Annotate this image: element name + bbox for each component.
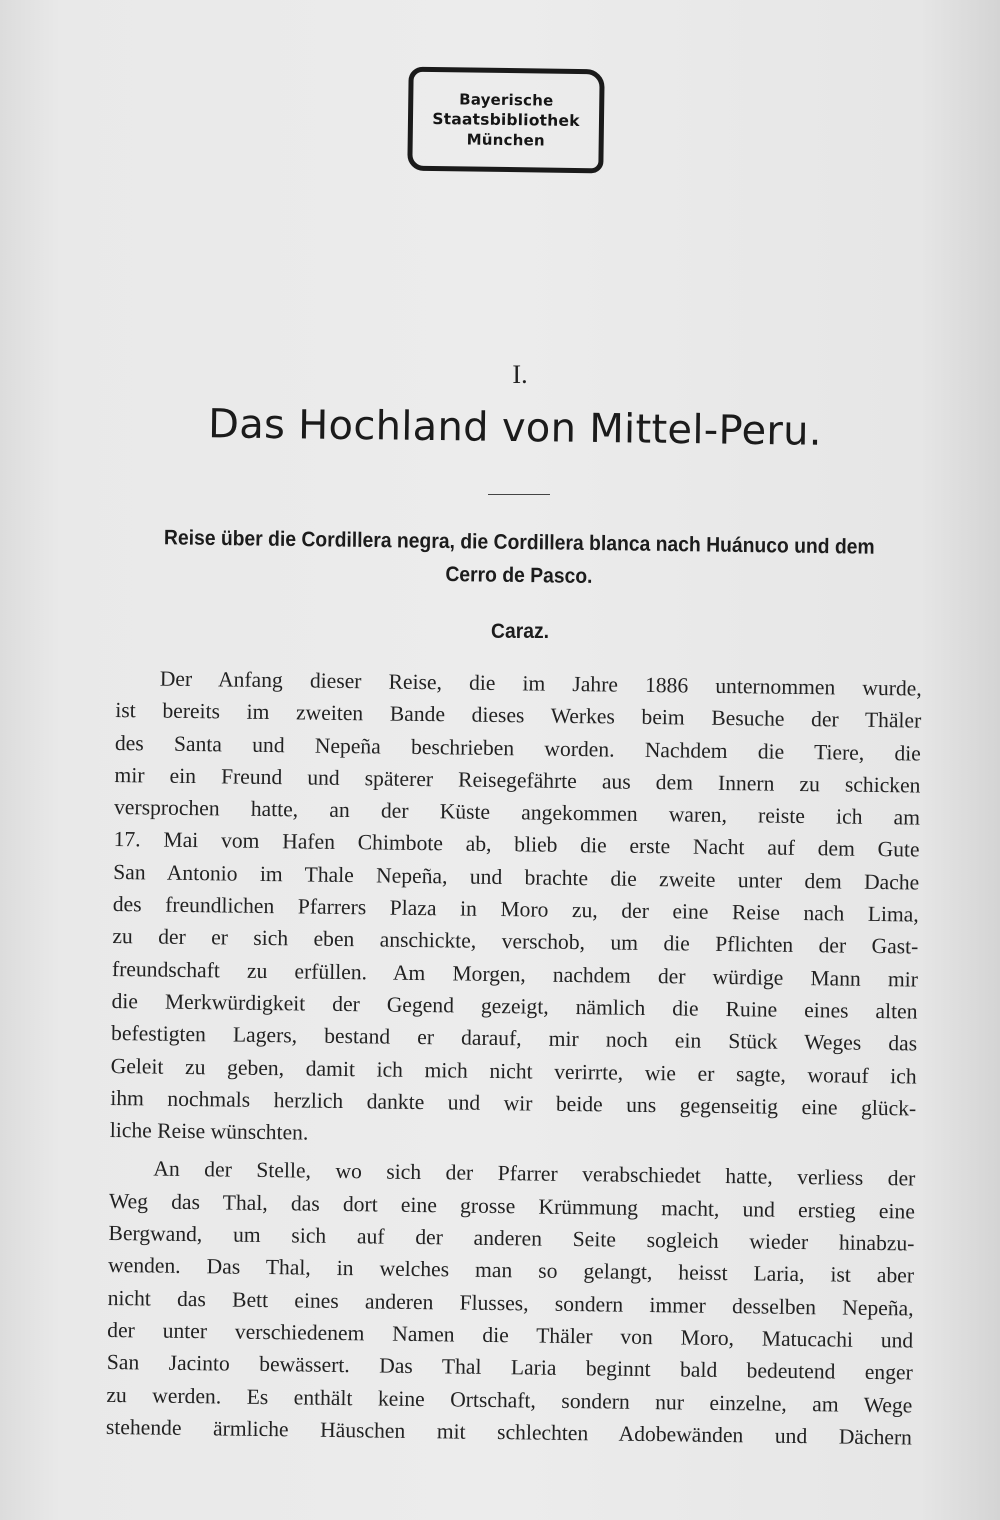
stamp-line-3: München — [466, 130, 545, 150]
text-line: ihm nochmals herzlich dankte und wir beide uns gegenseitig eine glück- — [110, 1085, 917, 1121]
text-line: Weg das Thal, das dort eine grosse Krümmung macht, und erstieg eine — [108, 1188, 916, 1224]
stamp-line-2: Staatsbibliothek — [432, 109, 580, 131]
text-line: Der Anfang dieser Reise, die im Jahre 1886 unternommen wurde, — [159, 666, 922, 701]
text-line: mir ein Freund und späterer Reisegefährte aus dem Innern zu schicken — [114, 762, 921, 798]
text-line: San Jacinto bewässert. Das Thal Laria beginnt bald bedeutend enger — [106, 1350, 913, 1385]
text-line: der unter verschiedenem Namen die Thäler von Moro, Matucachi und — [107, 1317, 914, 1353]
text-line: 17. Mai vom Hafen Chimbote ab, blieb die erste Nacht auf dem Gute — [113, 827, 920, 863]
chapter-subtitle: Reise über die Cordillera negra, die Cordillera blanca nach Huánuco und dem Cerro de Pasco. — [163, 526, 875, 588]
text-line: versprochen hatte, an der Küste angekommen waren, reiste ich am — [113, 795, 921, 830]
text-line: nicht das Bett eines anderen Flusses, sondern immer desselben Nepeña, — [107, 1285, 914, 1321]
text-line: freundschaft zu erfüllen. Am Morgen, nachdem der würdige Mann mir — [111, 956, 919, 992]
text-line: befestigten Lagers, bestand er darauf, mir noch ein Stück Weges das — [110, 1021, 918, 1056]
text-line: An der Stelle, wo sich der Pfarrer verabschiedet hatte, verliess der — [153, 1156, 916, 1191]
text-line: liche Reise wünschten. — [109, 1118, 309, 1145]
title-divider — [488, 494, 550, 495]
body-text — [106, 662, 922, 1454]
stamp-line-1: Bayerische — [459, 90, 554, 110]
text-line: Bergwand, um sich auf der anderen Seite sogleich wieder hinabzu- — [108, 1220, 915, 1256]
text-line: wenden. Das Thal, in welches man so gelangt, heisst Laria, ist aber — [107, 1253, 915, 1288]
chapter-title: Das Hochland von Mittel-Peru. — [207, 401, 823, 455]
text-line: zu der er sich eben anschickte, verschob, um die Pflichten der Gast- — [112, 924, 919, 959]
text-line: San Antonio im Thale Nepeña, und brachte die zweite unter dem Dache — [113, 859, 920, 895]
text-line: des Santa und Nepeña beschrieben worden. Nachdem die Tiere, die — [114, 730, 922, 766]
text-line: die Merkwürdigkeit der Gegend gezeigt, nämlich die Ruine eines alten — [111, 988, 918, 1024]
text-line: stehende ärmliche Häuschen mit schlechten Adobewänden und Dächern — [105, 1414, 913, 1450]
place-heading: Caraz. — [491, 620, 549, 643]
section-number: I. — [512, 360, 528, 389]
text-line: des freundlichen Pfarrers Plaza in Moro zu, der eine Reise nach Lima, — [112, 892, 919, 927]
text-line: zu werden. Es enthält keine Ortschaft, sondern nur einzelne, am Wege — [106, 1382, 913, 1418]
text-line: ist bereits im zweiten Bande dieses Werkes beim Besuche der Thäler — [115, 698, 922, 733]
text-line: Geleit zu geben, damit ich mich nicht verirrte, wie er sagte, worauf ich — [110, 1053, 917, 1089]
library-stamp — [407, 67, 604, 174]
